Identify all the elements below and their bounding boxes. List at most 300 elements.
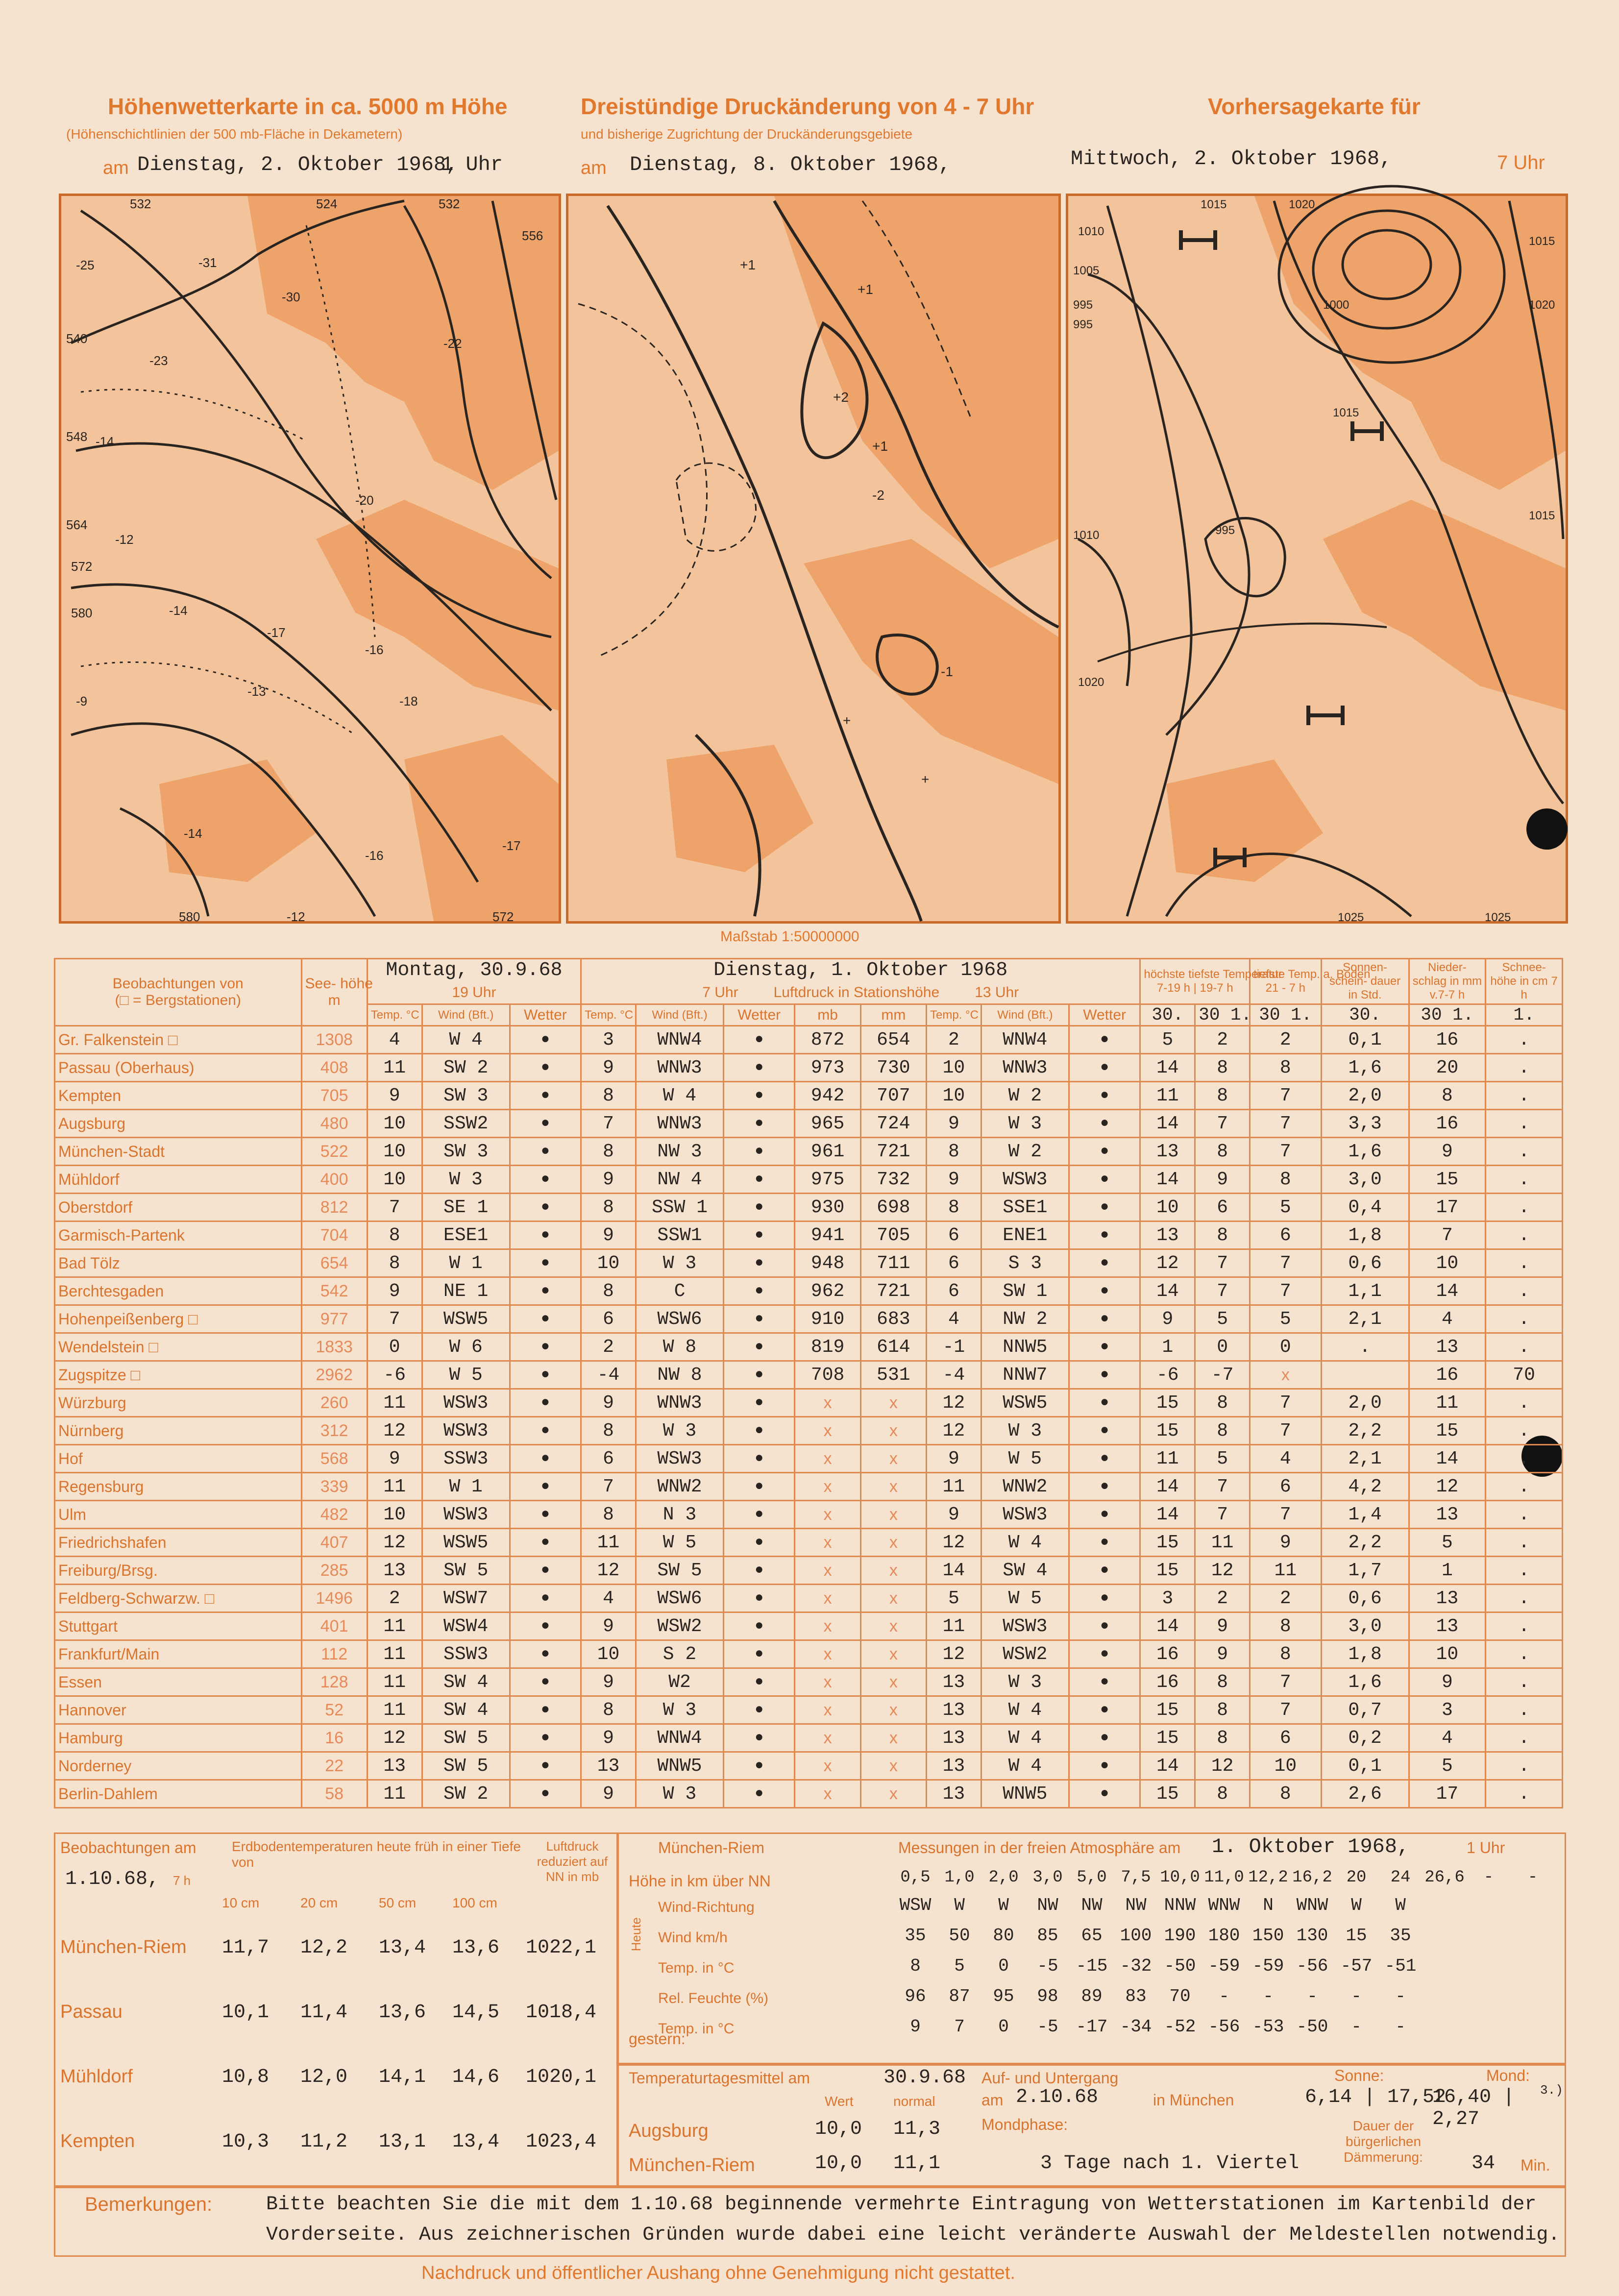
obs-value: 2 (1250, 1585, 1321, 1612)
obs-value: 1,6 (1321, 1054, 1409, 1082)
aero-value: NW (1037, 1895, 1058, 1915)
aero-time: 1 Uhr (1467, 1839, 1505, 1856)
weather-symbol: ● (510, 1221, 581, 1249)
weather-symbol: ● (724, 1361, 795, 1389)
obs-value: S 3 (981, 1249, 1069, 1277)
obs-value: 12 (927, 1417, 981, 1445)
obs-value: x (795, 1389, 860, 1417)
remarks-label: Bemerkungen: (85, 2194, 213, 2215)
obs-value: 8 (1250, 1780, 1321, 1808)
obs-value: W 6 (422, 1333, 510, 1361)
aero-value: W (1395, 1895, 1406, 1915)
obs-value: W 3 (422, 1166, 510, 1194)
obs-value: ENE1 (981, 1221, 1069, 1249)
obs-value: 15 (1140, 1780, 1195, 1808)
obs-value: SSE1 (981, 1194, 1069, 1221)
tuesday-header: Dienstag, 1. Oktober 1968 7 Uhr Luftdruck in Stationshöhe 13 Uhr (581, 959, 1140, 1004)
weather-symbol: ● (510, 1138, 581, 1166)
isobar-label: 1005 (1073, 264, 1100, 277)
obs-value: 7 (1409, 1221, 1486, 1249)
obs-value: SW 4 (981, 1557, 1069, 1585)
obs-value: 9 (927, 1501, 981, 1529)
obs-value: . (1486, 1221, 1563, 1249)
soil-value: 13,6 (379, 2002, 426, 2024)
obs-value: x (860, 1752, 926, 1780)
obs-value: 10 (1250, 1752, 1321, 1780)
obs-value: 15 (1140, 1529, 1195, 1557)
soil-temp-panel (54, 1832, 618, 2188)
weather-symbol: ● (724, 1529, 795, 1557)
aero-height: 2,0 (988, 1868, 1019, 1887)
obs-value: 8 (1195, 1221, 1250, 1249)
aero-row-label: Rel. Feuchte (%) (658, 1990, 769, 2006)
obs-value: 8 (1250, 1640, 1321, 1668)
station-elevation: 312 (301, 1417, 367, 1445)
obs-value: W 3 (636, 1249, 724, 1277)
contour-label: -12 (287, 909, 305, 924)
upper-air-map-chart (61, 196, 559, 924)
obs-value: 12 (927, 1640, 981, 1668)
aero-value: 190 (1164, 1926, 1196, 1946)
obs-value: 12 (1195, 1752, 1250, 1780)
aero-value: -5 (1037, 1956, 1058, 1976)
map1-time: 1 Uhr (441, 153, 503, 176)
soil-header: Erdbodentemperaturen heute früh in einer Tiefe von (232, 1839, 521, 1870)
obs-value: 614 (860, 1333, 926, 1361)
obs-value: . (1486, 1026, 1563, 1054)
soil-value: 1020,1 (526, 2066, 597, 2088)
contour-label: 572 (492, 909, 514, 924)
station-name: München-Stadt (55, 1138, 302, 1166)
obs-value: 9 (367, 1082, 422, 1110)
weather-symbol: ● (1069, 1585, 1140, 1612)
weather-symbol: ● (510, 1389, 581, 1417)
station-row (55, 1612, 1563, 1640)
isobar-label: 1010 (1073, 529, 1100, 542)
weather-symbol: ● (724, 1110, 795, 1138)
aero-value: -15 (1076, 1956, 1108, 1976)
obs-value: 4 (1409, 1305, 1486, 1333)
obs-value: 1,6 (1321, 1668, 1409, 1696)
contour-label: 532 (130, 196, 151, 211)
soil-value: 11,7 (222, 1937, 270, 1959)
obs-value: 0,7 (1321, 1696, 1409, 1724)
map1-date: Dienstag, 2. Oktober 1968, (137, 153, 459, 176)
station-name: Wendelstein □ (55, 1333, 302, 1361)
obs-value: 7 (1250, 1668, 1321, 1696)
twilight-unit: Min. (1521, 2156, 1550, 2174)
obs-value: SW 5 (422, 1724, 510, 1752)
obs-value: 13 (927, 1724, 981, 1752)
col-mb: mb (795, 1004, 860, 1026)
obs-value: x (795, 1473, 860, 1501)
contour-label: 532 (439, 196, 460, 211)
obs-value: 11 (367, 1780, 422, 1808)
obs-value: 13 (927, 1668, 981, 1696)
obs-value: 7 (367, 1194, 422, 1221)
obs-value: 8 (1195, 1668, 1250, 1696)
obs-value: NNW5 (981, 1333, 1069, 1361)
obs-value: x (860, 1668, 926, 1696)
obs-value: 6 (927, 1277, 981, 1305)
depth-10: 10 cm (222, 1895, 260, 1910)
obs-value: SW 2 (422, 1780, 510, 1808)
map2-date: Dienstag, 8. Oktober 1968, (630, 153, 951, 176)
aero-value: 96 (905, 1986, 926, 2006)
obs-value: 9 (581, 1780, 636, 1808)
obs-value: W 4 (636, 1082, 724, 1110)
soil-value: 14,6 (452, 2066, 500, 2088)
sun-sun-label: Sonne: (1334, 2067, 1384, 2084)
obs-value: 11 (581, 1529, 636, 1557)
obs-value: 8 (1195, 1417, 1250, 1445)
obs-value: 6 (1195, 1194, 1250, 1221)
obs-value: 9 (1195, 1166, 1250, 1194)
obs-value: 2,2 (1321, 1529, 1409, 1557)
obs-value: WNW5 (981, 1780, 1069, 1808)
obs-value: W 3 (981, 1668, 1069, 1696)
soil-value: 13,4 (452, 2131, 500, 2153)
weather-symbol: ● (724, 1501, 795, 1529)
obs-value: 7 (1250, 1501, 1321, 1529)
obs-value: 2 (927, 1026, 981, 1054)
obs-value: 8 (927, 1138, 981, 1166)
soil-value: 14,5 (452, 2002, 500, 2024)
station-row (55, 1585, 1563, 1612)
obs-value: x (860, 1417, 926, 1445)
aero-value: WSW (899, 1895, 932, 1915)
weather-symbol: ● (1069, 1026, 1140, 1054)
obs-value: 2 (581, 1333, 636, 1361)
obs-value: -7 (1195, 1361, 1250, 1389)
station-elevation: 704 (301, 1221, 367, 1249)
aero-value: 85 (1037, 1926, 1058, 1946)
obs-value: 2 (1250, 1026, 1321, 1054)
station-row (55, 1640, 1563, 1668)
obs-value: 942 (795, 1082, 860, 1110)
obs-value: W 4 (981, 1529, 1069, 1557)
station-name: Mühldorf (55, 1166, 302, 1194)
weather-symbol: ● (724, 1668, 795, 1696)
obs-value: 6 (1250, 1473, 1321, 1501)
obs-value: 7 (1250, 1110, 1321, 1138)
station-elevation: 112 (301, 1640, 367, 1668)
weather-symbol: ● (724, 1082, 795, 1110)
obs-value: 3 (581, 1026, 636, 1054)
obs-value: 14 (1409, 1277, 1486, 1305)
station-elevation: 568 (301, 1445, 367, 1473)
map2-title: Dreistündige Druckänderung von 4 - 7 Uhr (581, 94, 1034, 119)
obs-value: 7 (1250, 1277, 1321, 1305)
obs-value: 12 (927, 1389, 981, 1417)
obs-value: . (1486, 1389, 1563, 1417)
obs-value: 13 (927, 1752, 981, 1780)
obs-value: WSW5 (422, 1529, 510, 1557)
aero-value: 150 (1252, 1926, 1284, 1946)
weather-symbol: ● (510, 1249, 581, 1277)
obs-value: -4 (581, 1361, 636, 1389)
contour-label: -16 (365, 642, 384, 657)
forecast-map-chart (1068, 196, 1566, 924)
weather-symbol: ● (1069, 1557, 1140, 1585)
obs-value: x (795, 1752, 860, 1780)
obs-value: -1 (927, 1333, 981, 1361)
col-snow: 1. (1486, 1004, 1563, 1026)
aero-value: -50 (1164, 1956, 1196, 1976)
sun-times: 6,14 | 17,52 (1305, 2086, 1447, 2108)
soil-value: 1018,4 (526, 2002, 597, 2024)
aero-value: 89 (1081, 1986, 1103, 2006)
station-name: Hamburg (55, 1724, 302, 1752)
weather-symbol: ● (510, 1752, 581, 1780)
obs-value: 9 (581, 1389, 636, 1417)
obs-value: 12 (581, 1557, 636, 1585)
obs-value: 70 (1486, 1361, 1563, 1389)
obs-value: 3,3 (1321, 1110, 1409, 1138)
obs-value: 819 (795, 1333, 860, 1361)
soil-value: 13,1 (379, 2131, 426, 2153)
weather-symbol: ● (510, 1640, 581, 1668)
obs-value: x (1250, 1361, 1321, 1389)
contour-label: 572 (71, 559, 93, 574)
weather-symbol: ● (724, 1194, 795, 1221)
aero-value: 0 (998, 2017, 1009, 2037)
soil-value: 11,4 (300, 2002, 348, 2024)
obs-value: W 1 (422, 1249, 510, 1277)
obs-value: 14 (1140, 1277, 1195, 1305)
weather-symbol: ● (1069, 1780, 1140, 1808)
station-row (55, 1445, 1563, 1473)
col-max: 30. (1140, 1004, 1195, 1026)
aero-value: -53 (1252, 2017, 1284, 2037)
map1-am: am (103, 158, 129, 178)
obs-value: x (860, 1557, 926, 1585)
moonphase-label: Mondphase: (981, 2116, 1068, 2133)
obs-value: SSW3 (422, 1640, 510, 1668)
obs-value: WNW3 (981, 1054, 1069, 1082)
remarks-line2: Vorderseite. Aus zeichnerischen Gründen wurde dabei eine leicht veränderte Auswahl der Meldestellen notwendig. (266, 2224, 1560, 2246)
weather-symbol: ● (724, 1640, 795, 1668)
obs-value: 8 (581, 1277, 636, 1305)
aero-row-label: Wind km/h (658, 1930, 728, 1946)
aero-station: München-Riem (658, 1839, 764, 1856)
station-name: Berlin-Dahlem (55, 1780, 302, 1808)
obs-value: 10 (927, 1082, 981, 1110)
obs-value: W 4 (981, 1696, 1069, 1724)
obs-value: 8 (581, 1417, 636, 1445)
obs-value: 13 (927, 1780, 981, 1808)
snow-header: Schnee- höhe in cm 7 h (1486, 959, 1563, 1004)
svg-text:+: + (843, 713, 851, 728)
obs-value: 2,1 (1321, 1445, 1409, 1473)
soil-value: 12,2 (300, 1937, 348, 1959)
contour-label: -18 (399, 694, 418, 708)
weather-symbol: ● (1069, 1389, 1140, 1417)
weather-symbol: ● (510, 1557, 581, 1585)
obs-value: WSW6 (636, 1305, 724, 1333)
aero-value: -51 (1384, 1956, 1417, 1976)
isobar-label: 1025 (1338, 911, 1364, 924)
station-elevation: 260 (301, 1389, 367, 1417)
obs-value: W 5 (422, 1361, 510, 1389)
obs-value: 4 (1409, 1724, 1486, 1752)
obs-value: . (1486, 1166, 1563, 1194)
obs-value: SW 5 (422, 1752, 510, 1780)
obs-value: 9 (1140, 1305, 1195, 1333)
obs-value: 910 (795, 1305, 860, 1333)
obs-value: 5 (1140, 1026, 1195, 1054)
weather-symbol: ● (510, 1194, 581, 1221)
station-row (55, 1333, 1563, 1361)
obs-value: 7 (1250, 1696, 1321, 1724)
obs-value: . (1486, 1417, 1563, 1445)
means-normal-value: 11,3 (893, 2118, 941, 2140)
obs-value: 13 (1140, 1221, 1195, 1249)
soil-station: Mühldorf (60, 2066, 133, 2087)
obs-value: 531 (860, 1361, 926, 1389)
aero-height: 12,2 (1248, 1868, 1288, 1887)
means-value: 10,0 (815, 2118, 862, 2140)
obs-value: N 3 (636, 1501, 724, 1529)
weather-symbol: ● (510, 1501, 581, 1529)
obs-value: WSW7 (422, 1585, 510, 1612)
obs-value: 941 (795, 1221, 860, 1249)
obs-value: W 1 (422, 1473, 510, 1501)
weather-symbol: ● (724, 1445, 795, 1473)
obs-value: S 2 (636, 1640, 724, 1668)
sun-label: Auf- und Untergang (981, 2069, 1119, 2087)
soil-value: 11,2 (300, 2131, 348, 2153)
isobar-label: 1010 (1078, 225, 1104, 238)
station-elevation: 400 (301, 1166, 367, 1194)
soil-value: 1022,1 (526, 1937, 597, 1959)
weather-symbol: ● (510, 1585, 581, 1612)
obs-value: 17 (1409, 1194, 1486, 1221)
obs-value: 975 (795, 1166, 860, 1194)
obs-value: 4 (367, 1026, 422, 1054)
obs-value: 4 (581, 1585, 636, 1612)
station-name: Zugspitze □ (55, 1361, 302, 1389)
map2-am: am (581, 158, 607, 178)
obs-value: 3,0 (1321, 1612, 1409, 1640)
svg-text:-2: -2 (872, 488, 884, 503)
station-name: Gr. Falkenstein □ (55, 1026, 302, 1054)
isobar-label: 1000 (1323, 298, 1349, 312)
obs-value: 8 (581, 1082, 636, 1110)
contour-label: 524 (316, 196, 338, 211)
weather-symbol: ● (510, 1724, 581, 1752)
soil-value: 1023,4 (526, 2131, 597, 2153)
contour-label: 540 (66, 331, 88, 346)
weather-symbol: ● (510, 1529, 581, 1557)
obs-value: 721 (860, 1138, 926, 1166)
station-elevation: 128 (301, 1668, 367, 1696)
obs-value: 7 (1195, 1249, 1250, 1277)
station-name: Berchtesgaden (55, 1277, 302, 1305)
obs-value: W 5 (981, 1585, 1069, 1612)
obs-value: 20 (1409, 1054, 1486, 1082)
obs-value: 961 (795, 1138, 860, 1166)
aero-value: -5 (1037, 2017, 1058, 2037)
weather-symbol: ● (724, 1585, 795, 1612)
weather-symbol: ● (510, 1361, 581, 1389)
soil-value: 10,1 (222, 2002, 270, 2024)
elevation-header: See- höhe m (301, 959, 367, 1026)
obs-value: 6 (1250, 1221, 1321, 1249)
station-name: Feldberg-Schwarzw. □ (55, 1585, 302, 1612)
obs-value: SSW 1 (636, 1194, 724, 1221)
aero-value: 70 (1169, 1986, 1191, 2006)
weather-symbol: ● (510, 1473, 581, 1501)
obs-value: x (795, 1696, 860, 1724)
weather-symbol: ● (510, 1166, 581, 1194)
obs-value: 8 (927, 1194, 981, 1221)
obs-value: x (860, 1724, 926, 1752)
obs-value: . (1486, 1473, 1563, 1501)
obs-value: . (1486, 1445, 1563, 1473)
obs-value: 10 (1409, 1640, 1486, 1668)
obs-value: SW 5 (422, 1557, 510, 1585)
obs-value: 6 (927, 1249, 981, 1277)
obs-value: x (860, 1445, 926, 1473)
isobar-label: 1015 (1529, 509, 1555, 522)
station-elevation: 977 (301, 1305, 367, 1333)
isobar-label: 1020 (1289, 198, 1315, 211)
weather-symbol: ● (1069, 1668, 1140, 1696)
obs-value: x (795, 1640, 860, 1668)
obs-value: 707 (860, 1082, 926, 1110)
obs-value: 11 (367, 1389, 422, 1417)
station-row (55, 1249, 1563, 1277)
obs-value: 0 (367, 1333, 422, 1361)
aero-height: 24 (1390, 1868, 1411, 1887)
aero-value: 15 (1346, 1926, 1367, 1946)
aero-height: 7,5 (1121, 1868, 1151, 1887)
obs-value: 15 (1409, 1417, 1486, 1445)
aero-value: 50 (949, 1926, 970, 1946)
aero-value: W (998, 1895, 1009, 1915)
weather-symbol: ● (724, 1473, 795, 1501)
obs-value: 16 (1409, 1026, 1486, 1054)
obs-value: . (1486, 1501, 1563, 1529)
obs-value: SSW3 (422, 1445, 510, 1473)
obs-value: WSW5 (981, 1389, 1069, 1417)
obs-value: WNW4 (981, 1026, 1069, 1054)
obs-value: WNW3 (636, 1054, 724, 1082)
obs-value: WSW3 (981, 1501, 1069, 1529)
contour-label: -14 (169, 603, 188, 618)
obs-value: 12 (1195, 1557, 1250, 1585)
obs-value: 11 (927, 1473, 981, 1501)
obs-value: x (795, 1501, 860, 1529)
map3-title: Vorhersagekarte für (1208, 94, 1421, 119)
obs-value: 5 (1250, 1194, 1321, 1221)
aero-height: 10,0 (1160, 1868, 1200, 1887)
obs-value: W2 (636, 1668, 724, 1696)
aero-height: 11,0 (1204, 1868, 1244, 1887)
obs-value: . (1486, 1557, 1563, 1585)
obs-value: 2,0 (1321, 1389, 1409, 1417)
moon-times: 16,40 | 2,27 (1432, 2086, 1515, 2130)
obs-value: 930 (795, 1194, 860, 1221)
obs-value: x (795, 1724, 860, 1752)
weather-symbol: ● (1069, 1166, 1140, 1194)
weather-symbol: ● (510, 1445, 581, 1473)
aero-yesterday-label: gestern: (629, 2030, 686, 2048)
weather-symbol: ● (1069, 1724, 1140, 1752)
weather-symbol: ● (510, 1082, 581, 1110)
obs-value: 8 (1195, 1054, 1250, 1082)
